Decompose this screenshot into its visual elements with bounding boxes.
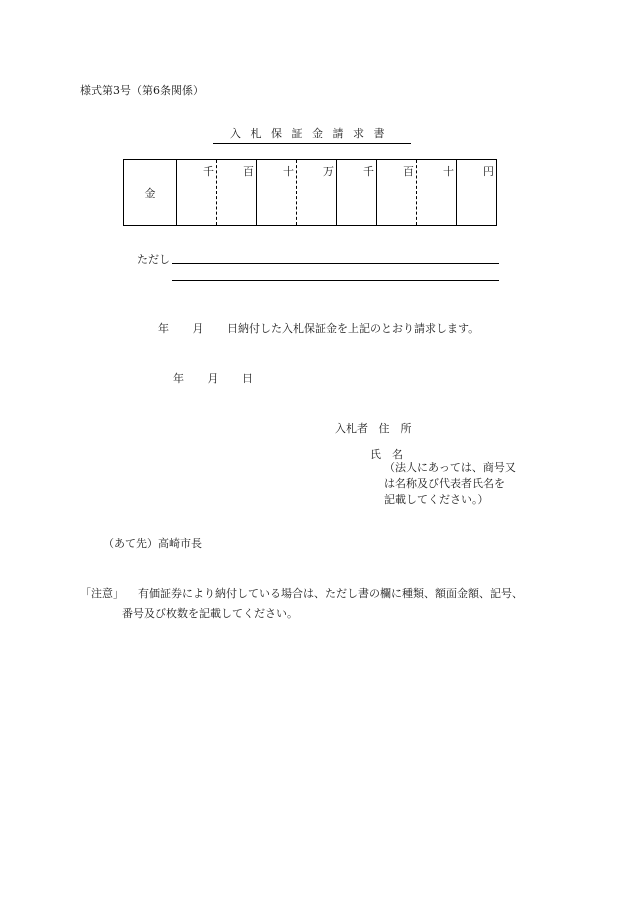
statement-year: 年	[158, 322, 169, 335]
digit-cell-man[interactable]: 万	[297, 160, 337, 226]
tadashi-input-line-2[interactable]	[172, 280, 499, 281]
tadashi-input-line-1[interactable]	[172, 263, 499, 264]
digit-cell-ten[interactable]: 十	[417, 160, 457, 226]
document-title: 入札保証金請求書	[213, 125, 411, 144]
amount-table	[123, 159, 497, 226]
name-note-line: 記載してください。）	[384, 493, 489, 506]
digit-cell-hundred-man[interactable]: 百	[217, 160, 257, 226]
date-day: 日	[242, 372, 253, 385]
statement-text: 日納付した入札保証金を上記のとおり請求します。	[227, 322, 480, 335]
statement-month: 月	[192, 322, 204, 335]
digit-cell-hundred[interactable]: 百	[377, 160, 417, 226]
name-note-line: は名称及び代表者氏名を	[384, 477, 505, 490]
note-text-line-2: 番号及び枚数を記載してください。	[122, 607, 298, 620]
digit-cell-thousand-man[interactable]: 千	[177, 160, 217, 226]
bidder-address-line	[335, 420, 412, 436]
digit-cell-ten-man[interactable]: 十	[257, 160, 297, 226]
date-month: 月	[207, 372, 219, 385]
name-note-line: （法人にあっては、商号又	[384, 461, 516, 474]
form-number: 様式第3号（第6条関係）	[80, 84, 204, 97]
address-label: 住 所	[378, 422, 412, 435]
date-year: 年	[173, 372, 184, 385]
addressee: （あて先）高崎市長	[103, 537, 202, 550]
tadashi-label: ただし	[137, 253, 170, 266]
note-label: 「注意」	[80, 587, 124, 600]
amount-row	[124, 160, 497, 226]
bidder-label: 入札者	[335, 422, 368, 435]
date-line	[173, 370, 253, 386]
note-text-line-1: 有価証券により納付している場合は、ただし書の欄に種類、額面金額、記号、	[138, 587, 523, 600]
digit-cell-yen[interactable]: 円	[457, 160, 497, 226]
name-label: 氏 名	[370, 448, 403, 461]
amount-label: 金	[124, 160, 177, 226]
title-double-underline	[213, 143, 411, 144]
name-note	[384, 460, 516, 508]
request-statement	[158, 320, 479, 336]
digit-cell-thousand[interactable]: 千	[337, 160, 377, 226]
